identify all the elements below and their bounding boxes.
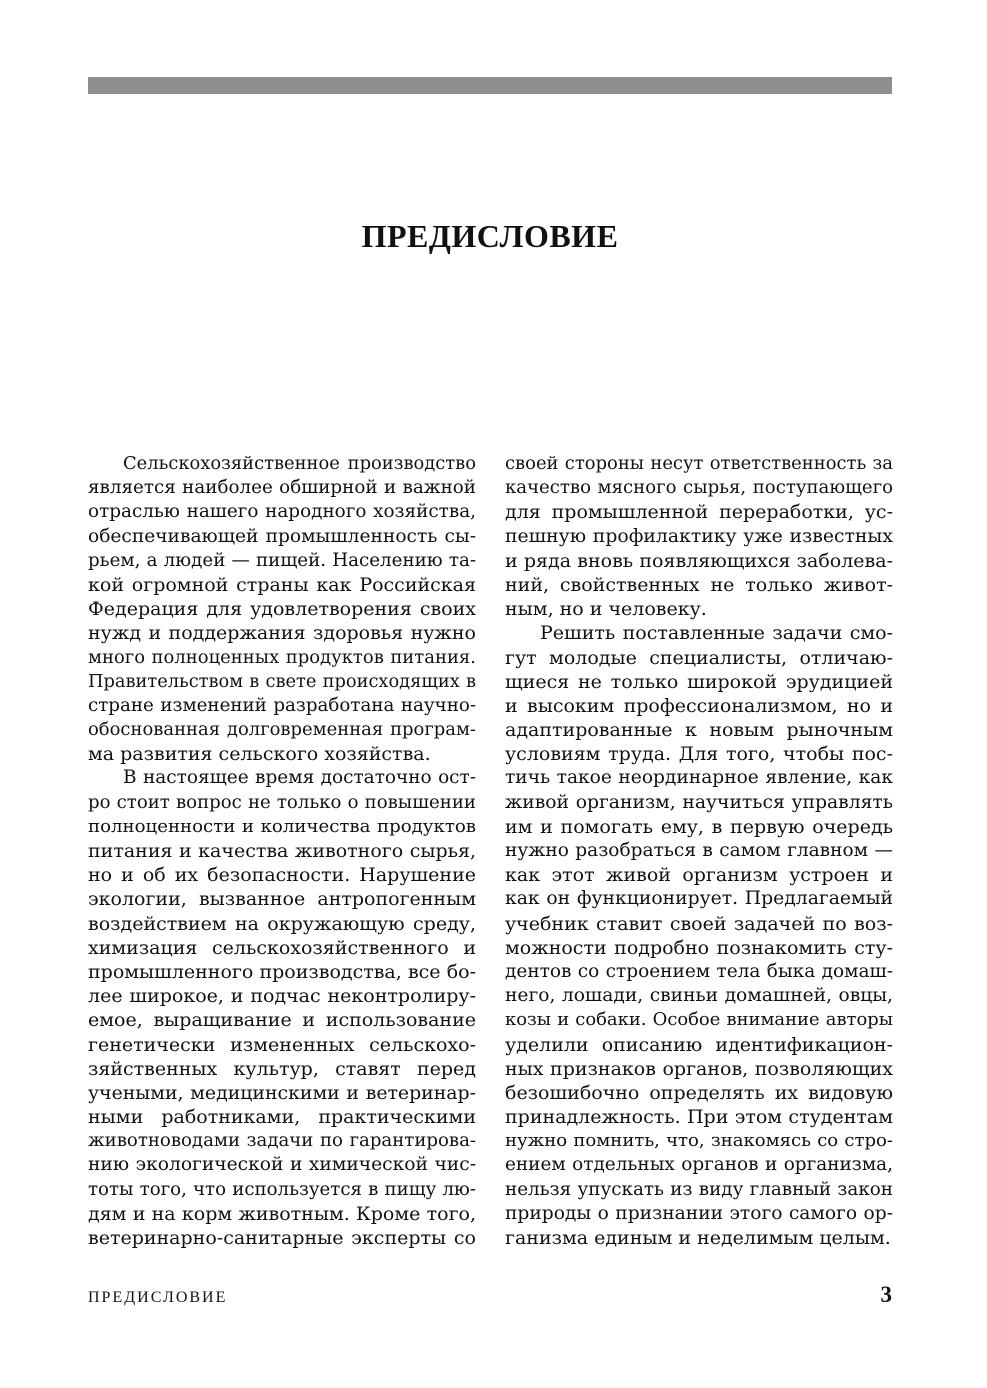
text-line: безошибочно определять их видовую	[505, 1081, 893, 1104]
text-line: и ряда вновь появляющихся заболева-	[505, 549, 893, 572]
page-title: ПРЕДИСЛОВИЕ	[361, 218, 619, 254]
text-line: как этот живой организм устроен и	[505, 864, 893, 887]
text-line: кой огромной страны как Российская	[88, 573, 476, 596]
text-line: генетически измененных сельскохо-	[88, 1033, 476, 1056]
text-line: уделили описанию идентификацион-	[505, 1033, 893, 1056]
text-line: Правительством в свете происходящих в	[88, 670, 476, 692]
text-line: ганизма единым и неделимым целым.	[505, 1227, 891, 1249]
text-line: для промышленной переработки, ус-	[505, 501, 893, 524]
text-line: ма развития сельского хозяйства.	[88, 743, 431, 766]
text-line: как он функционирует. Предлагаемый	[505, 888, 893, 910]
text-line: воздействием на окружающую среду,	[88, 912, 476, 935]
text-line: козы и собаки. Особое внимание авторы	[505, 1009, 893, 1031]
text-line: им и помогать ему, в первую очередь	[505, 815, 893, 838]
text-line: нужд и поддержания здоровья нужно	[88, 622, 476, 645]
text-line: учеными, медицинскими и ветеринар-	[88, 1081, 476, 1104]
text-line: ными работниками, практическими	[88, 1106, 476, 1129]
text-line: своей стороны несут ответственность за	[505, 453, 893, 474]
text-line: стране изменений разработана научно-	[88, 694, 476, 716]
text-line: но и об их безопасности. Нарушение	[88, 864, 476, 887]
text-line: рьем, а людей — пищей. Населению та-	[88, 549, 476, 571]
text-line: качество мясного сырья, поступающего	[505, 477, 893, 499]
text-line: нию экологической и химической чис-	[88, 1154, 476, 1176]
text-line: адаптированные к новым рыночным	[505, 719, 893, 742]
text-line: является наиболее обширной и важной	[88, 477, 476, 499]
text-line: можности подробно познакомить сту-	[505, 936, 893, 959]
page-number: 3	[880, 1282, 892, 1307]
text-line: живой организм, научиться управлять	[505, 791, 893, 813]
text-line: Федерация для удовлетворения своих	[88, 598, 476, 621]
text-line: ветеринарно-санитарные эксперты со	[88, 1227, 476, 1249]
text-line: пешную профилактику уже известных	[505, 525, 893, 547]
text-line: обеспечивающей промышленность сы-	[88, 525, 476, 547]
text-line: питания и качества животного сырья,	[88, 840, 476, 862]
text-column-left	[88, 452, 476, 1250]
running-footer: ПРЕДИСЛОВИЕ	[88, 1289, 228, 1306]
text-line: емое, выращивание и использование	[88, 1009, 476, 1032]
text-line: полноценности и количества продуктов	[88, 815, 476, 837]
text-line: В настоящее время достаточно ост-	[123, 767, 476, 789]
text-line: принадлежность. При этом студентам	[505, 1106, 893, 1129]
text-line: щиеся не только широкой эрудицией	[505, 670, 893, 693]
text-line: него, лошади, свиньи домашней, овцы,	[505, 985, 893, 1007]
text-line: ро стоит вопрос не только о повышении	[88, 791, 476, 813]
text-line: химизация сельскохозяйственного и	[88, 936, 476, 959]
text-line: Решить поставленные задачи смо-	[540, 622, 893, 645]
text-line: зяйственных культур, ставят перед	[88, 1057, 476, 1080]
text-line: тоты того, что используется в пищу лю-	[88, 1178, 476, 1200]
header-rule	[88, 77, 892, 94]
text-line: нельзя упускать из виду главный закон	[505, 1178, 893, 1200]
text-line: экологии, вызванное антропогенным	[88, 888, 476, 911]
text-column-right	[505, 452, 893, 1250]
text-line: дентов со строением тела быка домаш-	[505, 960, 893, 982]
text-line: учебник ставит своей задачей по воз-	[505, 912, 893, 935]
text-line: дям и на корм животным. Кроме того,	[88, 1202, 476, 1225]
text-line: животноводами задачи по гарантирова-	[88, 1130, 476, 1152]
text-line: нужно разобраться в самом главном —	[505, 840, 893, 861]
text-line: обоснованная долговременная програм-	[88, 719, 476, 741]
text-line: ний, свойственных не только живот-	[505, 573, 893, 596]
text-line: ным, но и человеку.	[505, 598, 707, 621]
text-line: гут молодые специалисты, отличаю-	[505, 646, 893, 669]
text-line: ением отдельных органов и организма,	[505, 1154, 893, 1176]
text-line: условиям труда. Для того, чтобы пос-	[505, 743, 893, 766]
text-line: лее широкое, и подчас неконтролиру-	[88, 985, 476, 1008]
text-line: и высоким профессионализмом, но и	[505, 694, 893, 717]
text-line: отраслью нашего народного хозяйства,	[88, 501, 476, 523]
text-line: промышленного производства, все бо-	[88, 960, 476, 983]
text-line: тичь такое неординарное явление, как	[505, 767, 893, 789]
text-line: природы о признании этого самого ор-	[505, 1202, 893, 1224]
text-line: много полноценных продуктов питания.	[88, 646, 476, 668]
text-line: ных признаков органов, позволяющих	[505, 1057, 893, 1080]
text-line: нужно помнить, что, знакомясь со стро-	[505, 1130, 893, 1152]
text-line: Сельскохозяйственное производство	[123, 453, 476, 474]
